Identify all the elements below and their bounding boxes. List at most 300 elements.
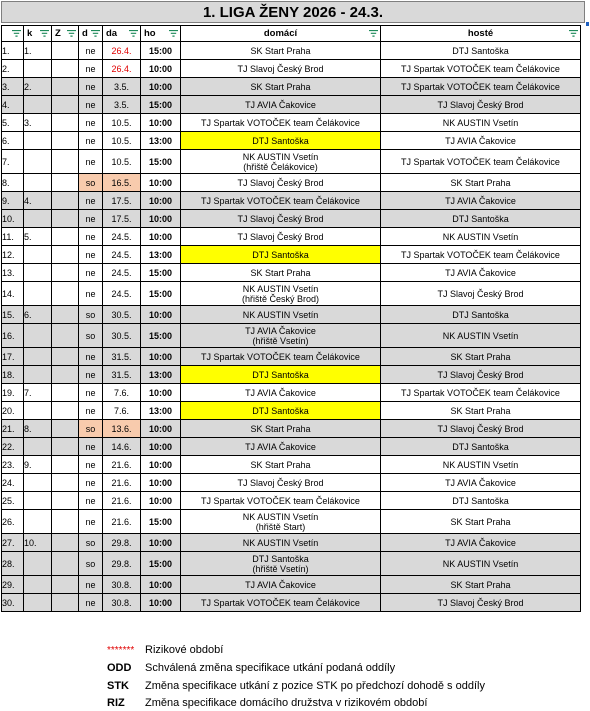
cell-day[interactable]: ne: [79, 114, 103, 132]
cell-home[interactable]: [181, 150, 381, 174]
table-row[interactable]: [2, 474, 581, 492]
cell-home[interactable]: TJ AVIA Čakovice: [181, 384, 381, 402]
cell-home[interactable]: [181, 510, 381, 534]
cell-date[interactable]: 16.5.: [103, 174, 141, 192]
cell-date[interactable]: 14.6.: [103, 438, 141, 456]
cell-round[interactable]: 3.: [24, 114, 52, 132]
table-row[interactable]: [2, 492, 581, 510]
cell-time[interactable]: 10:00: [141, 456, 181, 474]
cell-away[interactable]: SK Start Praha: [381, 174, 581, 192]
cell-z[interactable]: [52, 114, 79, 132]
cell-time[interactable]: 10:00: [141, 420, 181, 438]
legend-code: *******: [107, 644, 135, 656]
table-row[interactable]: [2, 324, 581, 348]
cell-away[interactable]: TJ AVIA Čakovice: [381, 474, 581, 492]
cell-time[interactable]: 15:00: [141, 150, 181, 174]
cell-day[interactable]: ne: [79, 474, 103, 492]
cell-number[interactable]: 16.: [2, 324, 24, 348]
cell-day[interactable]: ne: [79, 246, 103, 264]
cell-date[interactable]: 3.5.: [103, 78, 141, 96]
col-header-z[interactable]: Z: [52, 26, 79, 42]
cell-time[interactable]: 10:00: [141, 474, 181, 492]
cell-day[interactable]: ne: [79, 228, 103, 246]
cell-day[interactable]: ne: [79, 96, 103, 114]
cell-number[interactable]: 26.: [2, 510, 24, 534]
cell-day[interactable]: so: [79, 306, 103, 324]
table-row[interactable]: [2, 246, 581, 264]
cell-number[interactable]: 19.: [2, 384, 24, 402]
cell-time[interactable]: 13:00: [141, 366, 181, 384]
cell-z[interactable]: [52, 438, 79, 456]
cell-away[interactable]: TJ Spartak VOTOČEK team Čelákovice: [381, 384, 581, 402]
cell-day[interactable]: so: [79, 324, 103, 348]
cell-day[interactable]: ne: [79, 576, 103, 594]
table-row[interactable]: [2, 348, 581, 366]
cell-date[interactable]: 17.5.: [103, 192, 141, 210]
table-row[interactable]: [2, 534, 581, 552]
cell-away[interactable]: TJ Spartak VOTOČEK team Čelákovice: [381, 60, 581, 78]
cell-number[interactable]: 9.: [2, 192, 24, 210]
cell-time[interactable]: 15:00: [141, 510, 181, 534]
table-row[interactable]: [2, 384, 581, 402]
cell-round[interactable]: [24, 60, 52, 78]
cell-away[interactable]: TJ Spartak VOTOČEK team Čelákovice: [381, 150, 581, 174]
cell-time[interactable]: 10:00: [141, 228, 181, 246]
cell-date[interactable]: 30.8.: [103, 576, 141, 594]
cell-day[interactable]: ne: [79, 282, 103, 306]
cell-away[interactable]: TJ Slavoj Český Brod: [381, 594, 581, 612]
cell-away[interactable]: NK AUSTIN Vsetín: [381, 552, 581, 576]
cell-date[interactable]: 21.6.: [103, 510, 141, 534]
cell-home[interactable]: TJ Spartak VOTOČEK team Čelákovice: [181, 594, 381, 612]
cell-home[interactable]: DTJ Santoška: [181, 402, 381, 420]
cell-home[interactable]: TJ Slavoj Český Brod: [181, 210, 381, 228]
cell-time[interactable]: 13:00: [141, 246, 181, 264]
cell-number[interactable]: 15.: [2, 306, 24, 324]
cell-time[interactable]: 10:00: [141, 60, 181, 78]
cell-date[interactable]: 3.5.: [103, 96, 141, 114]
cell-number[interactable]: 20.: [2, 402, 24, 420]
filter-icon[interactable]: [91, 30, 100, 37]
cell-time[interactable]: 10:00: [141, 438, 181, 456]
cell-z[interactable]: [52, 306, 79, 324]
filter-icon[interactable]: [129, 30, 138, 37]
cell-number[interactable]: 17.: [2, 348, 24, 366]
cell-day[interactable]: so: [79, 534, 103, 552]
cell-date[interactable]: 7.6.: [103, 384, 141, 402]
cell-z[interactable]: [52, 324, 79, 348]
cell-away[interactable]: TJ Slavoj Český Brod: [381, 420, 581, 438]
table-row[interactable]: [2, 306, 581, 324]
cell-time[interactable]: 10:00: [141, 534, 181, 552]
cell-z[interactable]: [52, 264, 79, 282]
cell-day[interactable]: ne: [79, 594, 103, 612]
cell-round[interactable]: [24, 132, 52, 150]
cell-date[interactable]: 17.5.: [103, 210, 141, 228]
cell-date[interactable]: 31.5.: [103, 348, 141, 366]
col-header-away[interactable]: hosté: [381, 26, 581, 42]
cell-date[interactable]: 24.5.: [103, 228, 141, 246]
cell-day[interactable]: ne: [79, 78, 103, 96]
cell-round[interactable]: 5.: [24, 228, 52, 246]
cell-away[interactable]: TJ Slavoj Český Brod: [381, 96, 581, 114]
cell-away[interactable]: TJ AVIA Čakovice: [381, 192, 581, 210]
cell-z[interactable]: [52, 192, 79, 210]
cell-z[interactable]: [52, 552, 79, 576]
table-row[interactable]: [2, 228, 581, 246]
cell-home[interactable]: TJ Spartak VOTOČEK team Čelákovice: [181, 114, 381, 132]
cell-home[interactable]: TJ AVIA Čakovice: [181, 438, 381, 456]
cell-day[interactable]: ne: [79, 348, 103, 366]
cell-home[interactable]: NK AUSTIN Vsetín: [181, 534, 381, 552]
table-row[interactable]: [2, 510, 581, 534]
table-row[interactable]: [2, 456, 581, 474]
cell-day[interactable]: ne: [79, 210, 103, 228]
cell-round[interactable]: [24, 492, 52, 510]
cell-number[interactable]: 21.: [2, 420, 24, 438]
table-row[interactable]: [2, 132, 581, 150]
cell-z[interactable]: [52, 150, 79, 174]
cell-day[interactable]: ne: [79, 264, 103, 282]
cell-day[interactable]: ne: [79, 456, 103, 474]
cell-away[interactable]: NK AUSTIN Vsetín: [381, 114, 581, 132]
legend-code: STK: [107, 680, 129, 692]
cell-round[interactable]: 8.: [24, 420, 52, 438]
home-team-name: TJ AVIA Čakovice: [245, 325, 316, 336]
cell-number[interactable]: 18.: [2, 366, 24, 384]
cell-z[interactable]: [52, 174, 79, 192]
cell-away[interactable]: TJ Spartak VOTOČEK team Čelákovice: [381, 246, 581, 264]
cell-time[interactable]: 15:00: [141, 324, 181, 348]
cell-number[interactable]: 30.: [2, 594, 24, 612]
filter-icon[interactable]: [169, 30, 178, 37]
table-row[interactable]: [2, 210, 581, 228]
cell-z[interactable]: [52, 96, 79, 114]
cell-z[interactable]: [52, 576, 79, 594]
cell-home[interactable]: SK Start Praha: [181, 264, 381, 282]
cell-round[interactable]: 9.: [24, 456, 52, 474]
cell-away[interactable]: DTJ Santoška: [381, 492, 581, 510]
cell-date[interactable]: 30.5.: [103, 324, 141, 348]
table-row[interactable]: [2, 594, 581, 612]
col-header-d[interactable]: d: [79, 26, 103, 42]
col-header-num[interactable]: [2, 26, 24, 42]
cell-home[interactable]: SK Start Praha: [181, 78, 381, 96]
cell-home[interactable]: TJ Spartak VOTOČEK team Čelákovice: [181, 492, 381, 510]
cell-date[interactable]: 24.5.: [103, 282, 141, 306]
cell-day[interactable]: ne: [79, 192, 103, 210]
cell-home[interactable]: SK Start Praha: [181, 420, 381, 438]
cell-day[interactable]: ne: [79, 366, 103, 384]
filter-icon[interactable]: [12, 30, 21, 37]
cell-z[interactable]: [52, 474, 79, 492]
col-header-k[interactable]: k: [24, 26, 52, 42]
cell-round[interactable]: 1.: [24, 42, 52, 60]
schedule-body: [2, 42, 581, 612]
cell-number[interactable]: 10.: [2, 210, 24, 228]
cell-round[interactable]: [24, 174, 52, 192]
cell-day[interactable]: ne: [79, 402, 103, 420]
cell-away[interactable]: TJ AVIA Čakovice: [381, 132, 581, 150]
cell-date[interactable]: 24.5.: [103, 264, 141, 282]
cell-home[interactable]: NK AUSTIN Vsetín: [181, 306, 381, 324]
cell-home[interactable]: TJ AVIA Čakovice: [181, 96, 381, 114]
cell-round[interactable]: [24, 282, 52, 306]
cell-time[interactable]: 15:00: [141, 264, 181, 282]
table-row[interactable]: [2, 174, 581, 192]
cell-date[interactable]: 30.5.: [103, 306, 141, 324]
cell-time[interactable]: 15:00: [141, 282, 181, 306]
cell-day[interactable]: ne: [79, 132, 103, 150]
cell-date[interactable]: 10.5.: [103, 150, 141, 174]
cell-home[interactable]: [181, 324, 381, 348]
cell-away[interactable]: DTJ Santoška: [381, 438, 581, 456]
cell-z[interactable]: [52, 420, 79, 438]
cell-number[interactable]: 29.: [2, 576, 24, 594]
cell-date[interactable]: 29.8.: [103, 552, 141, 576]
cell-z[interactable]: [52, 456, 79, 474]
cell-home[interactable]: DTJ Santoška: [181, 132, 381, 150]
table-row[interactable]: [2, 420, 581, 438]
cell-round[interactable]: 4.: [24, 192, 52, 210]
cell-number[interactable]: 12.: [2, 246, 24, 264]
cell-away[interactable]: NK AUSTIN Vsetín: [381, 324, 581, 348]
filter-icon[interactable]: [67, 30, 76, 37]
cell-round[interactable]: [24, 552, 52, 576]
table-row[interactable]: [2, 60, 581, 78]
sheet-title: 1. LIGA ŽENY 2026 - 24.3.: [1, 1, 585, 23]
cell-round[interactable]: 6.: [24, 306, 52, 324]
cell-number[interactable]: 14.: [2, 282, 24, 306]
cell-home[interactable]: SK Start Praha: [181, 456, 381, 474]
cell-date[interactable]: 26.4.: [103, 42, 141, 60]
home-team-name: NK AUSTIN Vsetín: [242, 151, 319, 162]
cell-time[interactable]: 10:00: [141, 210, 181, 228]
legend-item-stk: [107, 680, 485, 692]
cell-number[interactable]: 24.: [2, 474, 24, 492]
table-row[interactable]: [2, 78, 581, 96]
cell-day[interactable]: so: [79, 420, 103, 438]
cell-date[interactable]: 10.5.: [103, 132, 141, 150]
cell-number[interactable]: 6.: [2, 132, 24, 150]
cell-away[interactable]: TJ AVIA Čakovice: [381, 264, 581, 282]
cell-round[interactable]: 10.: [24, 534, 52, 552]
cell-time[interactable]: 10:00: [141, 576, 181, 594]
cell-z[interactable]: [52, 42, 79, 60]
cell-away[interactable]: NK AUSTIN Vsetín: [381, 228, 581, 246]
cell-number[interactable]: 28.: [2, 552, 24, 576]
cell-time[interactable]: 15:00: [141, 96, 181, 114]
cell-z[interactable]: [52, 348, 79, 366]
cell-date[interactable]: 21.6.: [103, 474, 141, 492]
cell-day[interactable]: ne: [79, 492, 103, 510]
cell-date[interactable]: 26.4.: [103, 60, 141, 78]
cell-date[interactable]: 21.6.: [103, 492, 141, 510]
cell-home[interactable]: TJ Slavoj Český Brod: [181, 60, 381, 78]
cell-home[interactable]: [181, 552, 381, 576]
cell-time[interactable]: 10:00: [141, 492, 181, 510]
cell-z[interactable]: [52, 402, 79, 420]
cell-round[interactable]: [24, 264, 52, 282]
cell-z[interactable]: [52, 384, 79, 402]
table-row[interactable]: [2, 42, 581, 60]
cell-number[interactable]: 25.: [2, 492, 24, 510]
cell-number[interactable]: 23.: [2, 456, 24, 474]
cell-time[interactable]: 10:00: [141, 114, 181, 132]
cell-away[interactable]: DTJ Santoška: [381, 42, 581, 60]
cell-time[interactable]: 13:00: [141, 132, 181, 150]
col-header-ho[interactable]: ho: [141, 26, 181, 42]
cell-number[interactable]: 22.: [2, 438, 24, 456]
cell-round[interactable]: 7.: [24, 384, 52, 402]
cell-z[interactable]: [52, 594, 79, 612]
cell-number[interactable]: 8.: [2, 174, 24, 192]
cell-round[interactable]: [24, 576, 52, 594]
cell-home[interactable]: TJ Slavoj Český Brod: [181, 474, 381, 492]
cell-away[interactable]: SK Start Praha: [381, 402, 581, 420]
cell-z[interactable]: [52, 510, 79, 534]
cell-day[interactable]: ne: [79, 384, 103, 402]
filter-icon[interactable]: [40, 30, 49, 37]
table-row[interactable]: [2, 366, 581, 384]
legend-item-riz: [107, 697, 427, 709]
cell-away[interactable]: DTJ Santoška: [381, 210, 581, 228]
cell-away[interactable]: TJ Slavoj Český Brod: [381, 282, 581, 306]
cell-day[interactable]: ne: [79, 150, 103, 174]
cell-round[interactable]: [24, 348, 52, 366]
cell-time[interactable]: 10:00: [141, 594, 181, 612]
cell-time[interactable]: 13:00: [141, 402, 181, 420]
selection-edge: [586, 22, 589, 26]
cell-away[interactable]: DTJ Santoška: [381, 306, 581, 324]
cell-number[interactable]: 4.: [2, 96, 24, 114]
filter-icon[interactable]: [569, 30, 578, 37]
cell-day[interactable]: so: [79, 552, 103, 576]
cell-round[interactable]: [24, 96, 52, 114]
cell-home[interactable]: TJ Slavoj Český Brod: [181, 174, 381, 192]
table-row[interactable]: [2, 282, 581, 306]
home-venue-note: (hřiště Čelákovice): [243, 161, 318, 172]
cell-time[interactable]: 10:00: [141, 348, 181, 366]
cell-number[interactable]: 5.: [2, 114, 24, 132]
cell-z[interactable]: [52, 78, 79, 96]
table-row[interactable]: [2, 402, 581, 420]
cell-day[interactable]: ne: [79, 510, 103, 534]
cell-round[interactable]: [24, 438, 52, 456]
cell-z[interactable]: [52, 366, 79, 384]
cell-time[interactable]: 10:00: [141, 384, 181, 402]
cell-home[interactable]: TJ Spartak VOTOČEK team Čelákovice: [181, 348, 381, 366]
cell-away[interactable]: TJ AVIA Čakovice: [381, 534, 581, 552]
cell-number[interactable]: 13.: [2, 264, 24, 282]
table-row[interactable]: [2, 114, 581, 132]
table-row[interactable]: [2, 576, 581, 594]
home-venue-note: (hřiště Start): [255, 521, 306, 532]
cell-date[interactable]: 13.6.: [103, 420, 141, 438]
cell-round[interactable]: [24, 366, 52, 384]
cell-home[interactable]: TJ AVIA Čakovice: [181, 576, 381, 594]
cell-away[interactable]: SK Start Praha: [381, 576, 581, 594]
cell-z[interactable]: [52, 492, 79, 510]
table-row[interactable]: [2, 150, 581, 174]
cell-time[interactable]: 10:00: [141, 192, 181, 210]
header-row: [2, 26, 581, 42]
cell-round[interactable]: [24, 246, 52, 264]
cell-z[interactable]: [52, 228, 79, 246]
cell-number[interactable]: 11.: [2, 228, 24, 246]
cell-round[interactable]: [24, 210, 52, 228]
cell-home[interactable]: TJ Slavoj Český Brod: [181, 228, 381, 246]
cell-date[interactable]: 30.8.: [103, 594, 141, 612]
cell-round[interactable]: [24, 402, 52, 420]
cell-time[interactable]: 10:00: [141, 174, 181, 192]
cell-z[interactable]: [52, 210, 79, 228]
cell-z[interactable]: [52, 282, 79, 306]
cell-z[interactable]: [52, 132, 79, 150]
cell-time[interactable]: 10:00: [141, 306, 181, 324]
cell-number[interactable]: 3.: [2, 78, 24, 96]
cell-home[interactable]: TJ Spartak VOTOČEK team Čelákovice: [181, 192, 381, 210]
cell-home[interactable]: DTJ Santoška: [181, 366, 381, 384]
cell-date[interactable]: 7.6.: [103, 402, 141, 420]
cell-date[interactable]: 29.8.: [103, 534, 141, 552]
cell-date[interactable]: 10.5.: [103, 114, 141, 132]
cell-away[interactable]: SK Start Praha: [381, 510, 581, 534]
home-team-name: NK AUSTIN Vsetín: [242, 283, 319, 294]
table-row[interactable]: [2, 192, 581, 210]
cell-time[interactable]: 15:00: [141, 552, 181, 576]
cell-home[interactable]: DTJ Santoška: [181, 246, 381, 264]
cell-number[interactable]: 7.: [2, 150, 24, 174]
cell-round[interactable]: 2.: [24, 78, 52, 96]
cell-away[interactable]: NK AUSTIN Vsetín: [381, 456, 581, 474]
table-row[interactable]: [2, 552, 581, 576]
cell-number[interactable]: 27.: [2, 534, 24, 552]
cell-round[interactable]: [24, 150, 52, 174]
cell-home[interactable]: SK Start Praha: [181, 42, 381, 60]
filter-icon[interactable]: [369, 30, 378, 37]
table-row[interactable]: [2, 438, 581, 456]
cell-day[interactable]: so: [79, 174, 103, 192]
cell-round[interactable]: [24, 510, 52, 534]
cell-date[interactable]: 24.5.: [103, 246, 141, 264]
cell-round[interactable]: [24, 594, 52, 612]
cell-away[interactable]: TJ Spartak VOTOČEK team Čelákovice: [381, 78, 581, 96]
cell-day[interactable]: ne: [79, 438, 103, 456]
cell-round[interactable]: [24, 324, 52, 348]
cell-round[interactable]: [24, 474, 52, 492]
col-header-da[interactable]: da: [103, 26, 141, 42]
cell-z[interactable]: [52, 246, 79, 264]
cell-date[interactable]: 31.5.: [103, 366, 141, 384]
cell-z[interactable]: [52, 60, 79, 78]
cell-away[interactable]: TJ Slavoj Český Brod: [381, 366, 581, 384]
table-row[interactable]: [2, 264, 581, 282]
cell-day[interactable]: ne: [79, 60, 103, 78]
cell-number[interactable]: 1.: [2, 42, 24, 60]
cell-home[interactable]: [181, 282, 381, 306]
home-team-name: NK AUSTIN Vsetín: [242, 511, 319, 522]
cell-day[interactable]: ne: [79, 42, 103, 60]
cell-time[interactable]: 15:00: [141, 42, 181, 60]
cell-time[interactable]: 10:00: [141, 78, 181, 96]
cell-z[interactable]: [52, 534, 79, 552]
table-row[interactable]: [2, 96, 581, 114]
col-header-home[interactable]: domácí: [181, 26, 381, 42]
cell-date[interactable]: 21.6.: [103, 456, 141, 474]
cell-number[interactable]: 2.: [2, 60, 24, 78]
cell-away[interactable]: SK Start Praha: [381, 348, 581, 366]
